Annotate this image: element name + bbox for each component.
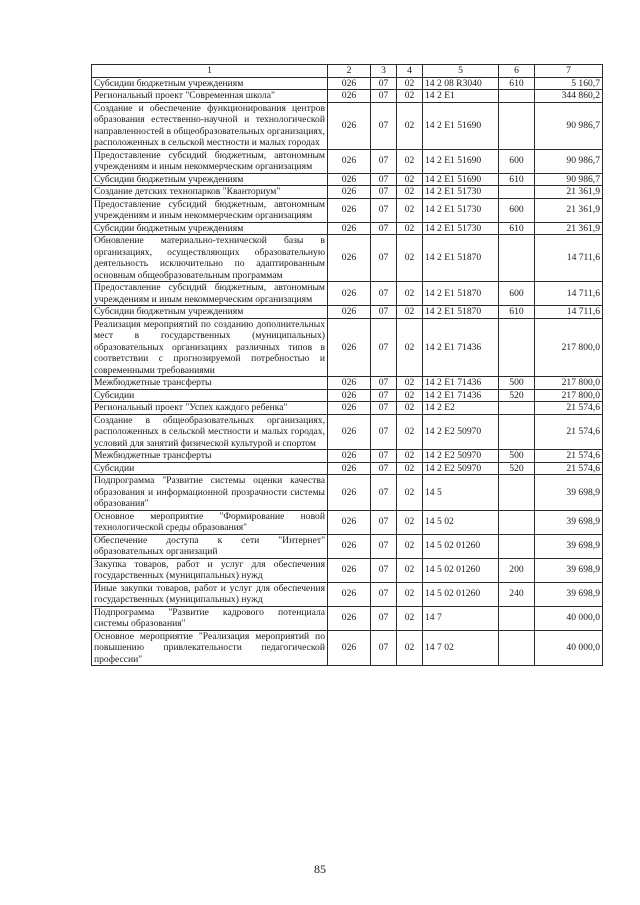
cell-name: Основное мероприятие "Реализация мероприятий по повышению привлекательности педагогической профессии" (92, 630, 328, 666)
cell-csr: 14 2 E1 51730 (423, 222, 499, 235)
cell-csr: 14 2 E1 51690 (423, 173, 499, 186)
table-row (92, 318, 603, 377)
table-row (92, 198, 603, 222)
cell-vr: 610 (499, 222, 535, 235)
cell-name: Межбюджетные трансферты (92, 377, 328, 390)
table-row (92, 534, 603, 558)
cell-vr: 600 (499, 149, 535, 173)
cell-csr: 14 2 E1 71436 (423, 377, 499, 390)
cell-name: Подпрограмма "Развитие кадрового потенциала системы образования" (92, 606, 328, 630)
table-row (92, 149, 603, 173)
cell-sum: 39 698,9 (535, 558, 603, 582)
cell-vr: 500 (499, 377, 535, 390)
table-row (92, 186, 603, 199)
cell-csr: 14 5 02 01260 (423, 558, 499, 582)
cell-sum: 344 860,2 (535, 90, 603, 103)
cell-ved: 026 (328, 77, 371, 90)
cell-pr: 02 (397, 389, 423, 402)
table-row (92, 306, 603, 319)
cell-ved: 026 (328, 450, 371, 463)
table-row (92, 558, 603, 582)
cell-pr: 02 (397, 534, 423, 558)
cell-vr: 610 (499, 306, 535, 319)
cell-pr: 02 (397, 475, 423, 511)
cell-ved: 026 (328, 510, 371, 534)
cell-vr: 600 (499, 198, 535, 222)
table-row (92, 389, 603, 402)
cell-name: Иные закупки товаров, работ и услуг для обеспечения государственных (муниципальных) нужд (92, 582, 328, 606)
table-row (92, 414, 603, 450)
cell-name: Региональный проект "Современная школа" (92, 90, 328, 103)
cell-ved: 026 (328, 173, 371, 186)
col-header-vr: 6 (499, 65, 535, 78)
cell-csr: 14 2 E1 51690 (423, 102, 499, 149)
cell-csr: 14 2 E1 51870 (423, 306, 499, 319)
table-row (92, 630, 603, 666)
cell-name: Обновление материально-технической базы в организациях, осуществляющих образовательную деятельность исключительно по адаптированным основным общеобразовательным программам (92, 235, 328, 282)
cell-vr (499, 318, 535, 377)
table-row (92, 462, 603, 475)
cell-sum: 217 800,0 (535, 389, 603, 402)
cell-name: Предоставление субсидий бюджетным, автономным учреждениям и иным некоммерческим организациям (92, 282, 328, 306)
cell-sum: 14 711,6 (535, 282, 603, 306)
cell-rz: 07 (371, 173, 397, 186)
cell-rz: 07 (371, 389, 397, 402)
table-row (92, 475, 603, 511)
cell-rz: 07 (371, 582, 397, 606)
cell-rz: 07 (371, 102, 397, 149)
cell-vr (499, 475, 535, 511)
cell-sum: 90 986,7 (535, 149, 603, 173)
cell-rz: 07 (371, 510, 397, 534)
cell-vr: 600 (499, 282, 535, 306)
cell-name: Предоставление субсидий бюджетным, автономным учреждениям и иным некоммерческим организациям (92, 198, 328, 222)
cell-vr (499, 90, 535, 103)
cell-name: Субсидии бюджетным учреждениям (92, 173, 328, 186)
cell-rz: 07 (371, 186, 397, 199)
cell-name: Закупка товаров, работ и услуг для обеспечения государственных (муниципальных) нужд (92, 558, 328, 582)
cell-vr: 610 (499, 77, 535, 90)
cell-vr: 610 (499, 173, 535, 186)
cell-rz: 07 (371, 558, 397, 582)
cell-rz: 07 (371, 414, 397, 450)
cell-name: Реализация мероприятий по созданию дополнительных мест в государственных (муниципальных) образовательных организациях различных типов в соответствии с прогнозируемой потребностью и современными требованиями (92, 318, 328, 377)
cell-csr: 14 2 E2 (423, 402, 499, 415)
cell-name: Подпрограмма "Развитие системы оценки качества образования и информационной прозрачности системы образования" (92, 475, 328, 511)
table-row (92, 222, 603, 235)
col-header-name: 1 (92, 65, 328, 78)
cell-rz: 07 (371, 77, 397, 90)
table-row (92, 606, 603, 630)
cell-name: Субсидии бюджетным учреждениям (92, 306, 328, 319)
cell-pr: 02 (397, 77, 423, 90)
table-row (92, 582, 603, 606)
cell-ved: 026 (328, 318, 371, 377)
cell-sum: 21 361,9 (535, 186, 603, 199)
cell-ved: 026 (328, 389, 371, 402)
cell-vr (499, 186, 535, 199)
cell-name: Создание детских технопарков "Кванториум" (92, 186, 328, 199)
cell-name: Субсидии (92, 462, 328, 475)
cell-csr: 14 5 02 01260 (423, 582, 499, 606)
cell-csr: 14 2 08 R3040 (423, 77, 499, 90)
cell-csr: 14 2 E2 50970 (423, 414, 499, 450)
cell-sum: 39 698,9 (535, 510, 603, 534)
cell-csr: 14 2 E2 50970 (423, 450, 499, 463)
col-header-pr: 4 (397, 65, 423, 78)
cell-csr: 14 2 E1 51690 (423, 149, 499, 173)
cell-pr: 02 (397, 90, 423, 103)
cell-ved: 026 (328, 630, 371, 666)
cell-rz: 07 (371, 282, 397, 306)
cell-vr (499, 534, 535, 558)
cell-ved: 026 (328, 462, 371, 475)
page-number: 85 (314, 862, 326, 876)
cell-csr: 14 5 02 (423, 510, 499, 534)
cell-pr: 02 (397, 582, 423, 606)
cell-name: Субсидии бюджетным учреждениям (92, 77, 328, 90)
cell-sum: 217 800,0 (535, 318, 603, 377)
cell-rz: 07 (371, 462, 397, 475)
cell-csr: 14 2 E1 71436 (423, 318, 499, 377)
cell-pr: 02 (397, 510, 423, 534)
cell-rz: 07 (371, 402, 397, 415)
cell-vr: 520 (499, 389, 535, 402)
cell-sum: 14 711,6 (535, 306, 603, 319)
cell-ved: 026 (328, 186, 371, 199)
cell-rz: 07 (371, 306, 397, 319)
cell-ved: 026 (328, 198, 371, 222)
cell-sum: 21 361,9 (535, 222, 603, 235)
cell-csr: 14 7 (423, 606, 499, 630)
cell-name: Создание в общеобразовательных организациях, расположенных в сельской местности и малых городах, условий для занятий физической культурой и спортом (92, 414, 328, 450)
cell-csr: 14 2 E1 51730 (423, 198, 499, 222)
cell-rz: 07 (371, 90, 397, 103)
cell-name: Основное мероприятие "Формирование новой технологической среды образования" (92, 510, 328, 534)
cell-ved: 026 (328, 402, 371, 415)
cell-name: Создание и обеспечение функционирования центров образования естественно-научной и технологической направленностей в общеобразовательных организациях, расположенных в сельской местности и малых городах (92, 102, 328, 149)
cell-sum: 21 361,9 (535, 198, 603, 222)
cell-sum: 21 574,6 (535, 462, 603, 475)
cell-pr: 02 (397, 462, 423, 475)
cell-name: Межбюджетные трансферты (92, 450, 328, 463)
cell-csr: 14 2 E1 71436 (423, 389, 499, 402)
table-body (92, 77, 603, 666)
cell-rz: 07 (371, 235, 397, 282)
cell-sum: 21 574,6 (535, 414, 603, 450)
cell-csr: 14 5 02 01260 (423, 534, 499, 558)
cell-vr: 500 (499, 450, 535, 463)
cell-rz: 07 (371, 222, 397, 235)
cell-vr (499, 102, 535, 149)
table-row (92, 173, 603, 186)
table-row (92, 377, 603, 390)
cell-csr: 14 2 E1 (423, 90, 499, 103)
cell-ved: 026 (328, 282, 371, 306)
col-header-rz: 3 (371, 65, 397, 78)
table-row (92, 77, 603, 90)
cell-pr: 02 (397, 282, 423, 306)
cell-sum: 90 986,7 (535, 173, 603, 186)
cell-vr: 520 (499, 462, 535, 475)
cell-csr: 14 2 E1 51730 (423, 186, 499, 199)
cell-ved: 026 (328, 102, 371, 149)
cell-sum: 40 000,0 (535, 606, 603, 630)
table-row (92, 90, 603, 103)
cell-vr (499, 606, 535, 630)
col-header-ved: 2 (328, 65, 371, 78)
cell-pr: 02 (397, 377, 423, 390)
cell-rz: 07 (371, 450, 397, 463)
cell-pr: 02 (397, 306, 423, 319)
cell-ved: 026 (328, 222, 371, 235)
table-row (92, 510, 603, 534)
cell-pr: 02 (397, 198, 423, 222)
table-row (92, 282, 603, 306)
cell-pr: 02 (397, 222, 423, 235)
cell-rz: 07 (371, 475, 397, 511)
cell-sum: 39 698,9 (535, 475, 603, 511)
cell-sum: 90 986,7 (535, 102, 603, 149)
cell-rz: 07 (371, 318, 397, 377)
cell-rz: 07 (371, 198, 397, 222)
cell-ved: 026 (328, 90, 371, 103)
cell-ved: 026 (328, 306, 371, 319)
cell-name: Региональный проект "Успех каждого ребенка" (92, 402, 328, 415)
cell-sum: 39 698,9 (535, 534, 603, 558)
cell-name: Субсидии бюджетным учреждениям (92, 222, 328, 235)
cell-vr: 240 (499, 582, 535, 606)
cell-rz: 07 (371, 606, 397, 630)
cell-pr: 02 (397, 414, 423, 450)
col-header-sum: 7 (535, 65, 603, 78)
cell-pr: 02 (397, 173, 423, 186)
cell-pr: 02 (397, 606, 423, 630)
table-row (92, 102, 603, 149)
cell-ved: 026 (328, 377, 371, 390)
cell-sum: 14 711,6 (535, 235, 603, 282)
cell-ved: 026 (328, 475, 371, 511)
cell-sum: 40 000,0 (535, 630, 603, 666)
cell-pr: 02 (397, 318, 423, 377)
cell-pr: 02 (397, 149, 423, 173)
budget-table (91, 64, 603, 666)
cell-name: Субсидии (92, 389, 328, 402)
cell-vr (499, 402, 535, 415)
cell-rz: 07 (371, 534, 397, 558)
cell-ved: 026 (328, 558, 371, 582)
cell-vr (499, 630, 535, 666)
cell-ved: 026 (328, 149, 371, 173)
cell-csr: 14 7 02 (423, 630, 499, 666)
cell-pr: 02 (397, 102, 423, 149)
cell-vr (499, 414, 535, 450)
cell-sum: 5 160,7 (535, 77, 603, 90)
cell-ved: 026 (328, 534, 371, 558)
cell-name: Предоставление субсидий бюджетным, автономным учреждениям и иным некоммерческим организациям (92, 149, 328, 173)
cell-pr: 02 (397, 186, 423, 199)
cell-vr (499, 510, 535, 534)
table-row (92, 402, 603, 415)
cell-ved: 026 (328, 414, 371, 450)
cell-sum: 39 698,9 (535, 582, 603, 606)
cell-rz: 07 (371, 149, 397, 173)
cell-sum: 21 574,6 (535, 450, 603, 463)
table-row (92, 235, 603, 282)
cell-csr: 14 2 E2 50970 (423, 462, 499, 475)
cell-sum: 217 800,0 (535, 377, 603, 390)
cell-csr: 14 5 (423, 475, 499, 511)
header-row (92, 65, 603, 78)
cell-sum: 21 574,6 (535, 402, 603, 415)
table-row (92, 450, 603, 463)
cell-csr: 14 2 E1 51870 (423, 235, 499, 282)
cell-ved: 026 (328, 235, 371, 282)
cell-pr: 02 (397, 450, 423, 463)
cell-ved: 026 (328, 582, 371, 606)
cell-vr: 200 (499, 558, 535, 582)
cell-pr: 02 (397, 630, 423, 666)
cell-ved: 026 (328, 606, 371, 630)
cell-rz: 07 (371, 377, 397, 390)
cell-vr (499, 235, 535, 282)
col-header-csr: 5 (423, 65, 499, 78)
cell-pr: 02 (397, 402, 423, 415)
cell-csr: 14 2 E1 51870 (423, 282, 499, 306)
cell-rz: 07 (371, 630, 397, 666)
cell-pr: 02 (397, 235, 423, 282)
cell-name: Обеспечение доступа к сети "Интернет" образовательных организаций (92, 534, 328, 558)
cell-pr: 02 (397, 558, 423, 582)
